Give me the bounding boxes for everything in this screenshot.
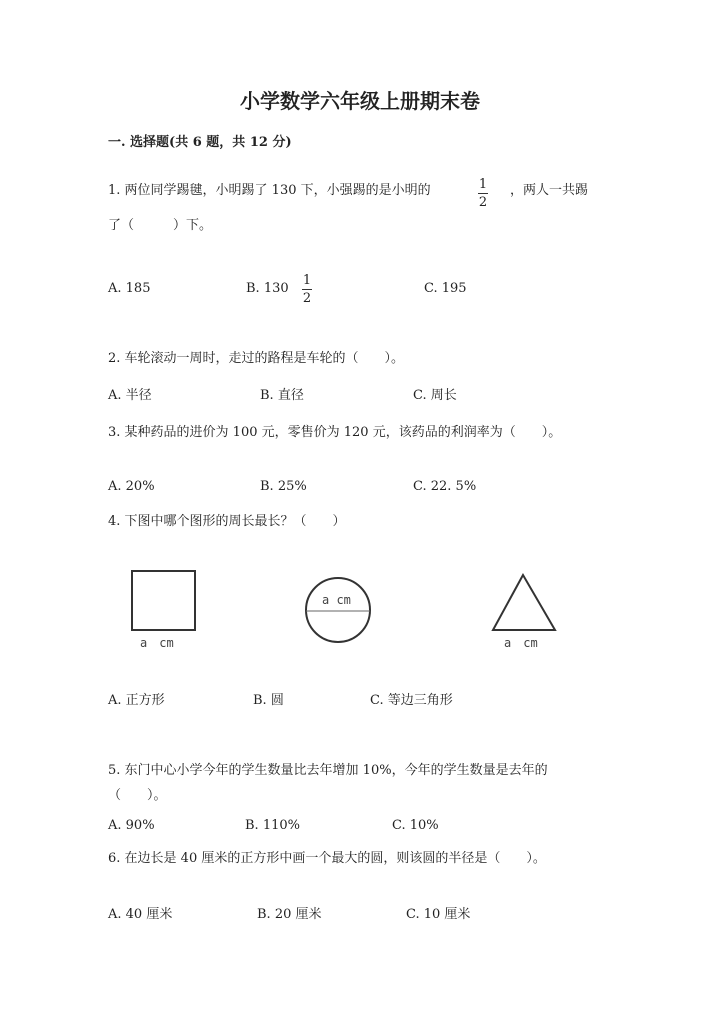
question-stem-cont: ，两人一共踢 <box>510 183 589 198</box>
question-stem: 1. 两位同学踢毽，小明踢了 130 下，小强踢的是小明的 <box>108 183 431 198</box>
square-label: a cm <box>140 636 174 650</box>
option-c[interactable]: C. 等边三角形 <box>370 693 453 708</box>
option-c[interactable]: C. 22. 5% <box>413 479 477 494</box>
option-b[interactable]: B. 130 <box>246 281 289 296</box>
circle-label: a cm <box>322 593 351 607</box>
numerator: 1 <box>302 273 312 288</box>
question-stem: 3. 某种药品的进价为 100 元，零售价为 120 元，该药品的利润率为（ ）。 <box>108 425 562 440</box>
option-b[interactable]: B. 直径 <box>260 388 304 403</box>
question-stem: 4. 下图中哪个图形的周长最长？（ ） <box>108 514 346 529</box>
option-b[interactable]: B. 20 厘米 <box>257 907 322 922</box>
option-a[interactable]: A. 20% <box>108 479 155 494</box>
option-a[interactable]: A. 正方形 <box>108 693 165 708</box>
numerator: 1 <box>478 177 488 192</box>
question-stem-cont: 了（ ）下。 <box>108 218 213 233</box>
option-b[interactable]: B. 25% <box>260 479 307 494</box>
question-stem-cont: （ ）。 <box>108 788 167 803</box>
option-a[interactable]: A. 半径 <box>108 388 152 403</box>
option-b[interactable]: B. 110% <box>245 818 300 833</box>
page-title: 小学数学六年级上册期末卷 <box>240 89 480 113</box>
denominator: 2 <box>478 195 488 210</box>
option-c[interactable]: C. 周长 <box>413 388 457 403</box>
option-a[interactable]: A. 90% <box>108 818 155 833</box>
denominator: 2 <box>302 291 312 306</box>
square-shape <box>132 571 195 630</box>
circle-shape <box>306 578 370 642</box>
triangle-shape <box>493 575 555 630</box>
option-b[interactable]: B. 圆 <box>253 693 284 708</box>
option-a[interactable]: A. 185 <box>108 281 151 296</box>
question-stem: 2. 车轮滚动一周时，走过的路程是车轮的（ ）。 <box>108 351 405 366</box>
option-c[interactable]: C. 10 厘米 <box>406 907 471 922</box>
option-a[interactable]: A. 40 厘米 <box>108 907 173 922</box>
section-header: 一. 选择题(共 6 题，共 12 分) <box>108 135 292 150</box>
question-stem: 5. 东门中心小学今年的学生数量比去年增加 10%，今年的学生数量是去年的 <box>108 763 548 778</box>
triangle-label: a cm <box>504 636 538 650</box>
option-c[interactable]: C. 195 <box>424 281 467 296</box>
question-stem: 6. 在边长是 40 厘米的正方形中画一个最大的圆，则该圆的半径是（ ）。 <box>108 851 546 866</box>
option-c[interactable]: C. 10% <box>392 818 439 833</box>
